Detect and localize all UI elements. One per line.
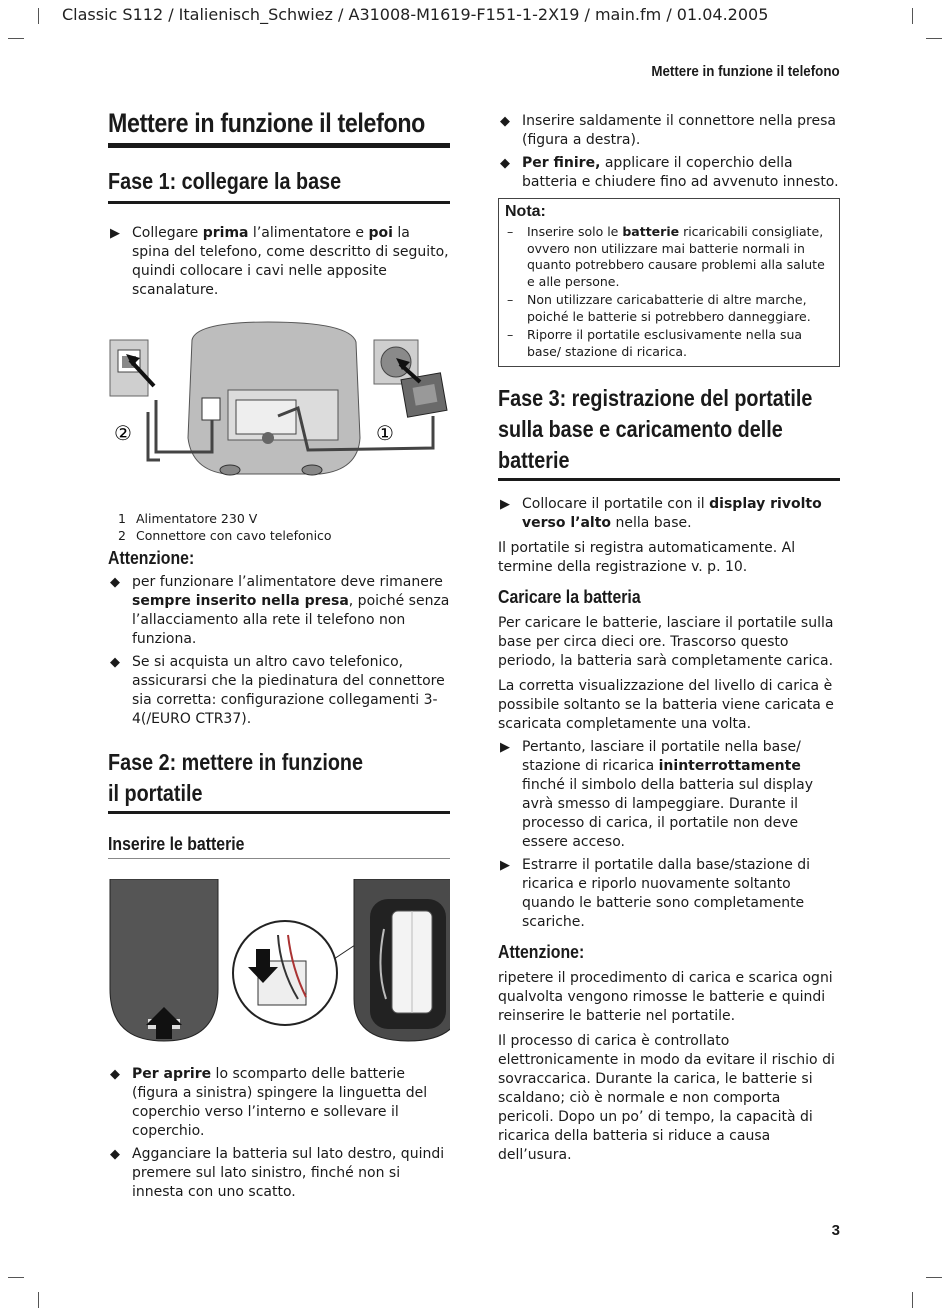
inserire-batterie-heading: Inserire le batterie (108, 834, 245, 854)
paragraph: La corretta visualizzazione del livello di carica è possibile soltanto se la batteria viene caricata e scaricata completamente una volta. (498, 678, 834, 732)
fase3-step: ▶ Pertanto, lasciare il portatile nella base/ stazione di ricarica ininterrottamente finché il simbolo della batteria sul display avrà smesso di lampeggiare. Durante il processo di carica, il portatile non deve essere acceso. (500, 739, 813, 850)
triangle-bullet-icon: ▶ (110, 226, 120, 241)
right-column (498, 112, 840, 1165)
crop-mark (38, 1292, 39, 1308)
diamond-bullet-icon: ◆ (110, 1067, 120, 1082)
crop-mark (926, 1277, 942, 1278)
crop-mark (38, 8, 39, 24)
base-station-figure (108, 320, 450, 490)
title-rule (108, 143, 450, 148)
triangle-bullet-icon: ▶ (500, 497, 510, 512)
fase3-rule (498, 478, 840, 481)
subheading-rule (108, 858, 450, 859)
crop-mark (8, 38, 24, 39)
attenzione-heading: Attenzione: (498, 942, 585, 962)
fase2-bullet: ◆ Per aprire lo scomparto delle batterie (figura a sinistra) spingere la linguetta del coperchio verso l’interno e sollevare il coperchio. (110, 1066, 428, 1139)
nota-title: Nota: (505, 203, 546, 220)
fase3-heading: Fase 3: registrazione del portatile sulla base e caricamento delle batterie (498, 385, 813, 473)
fase3-step: ▶ Estrarre il portatile dalla base/stazione di ricarica e riporlo nuovamente soltanto quando le batterie sono completamente scariche. (500, 857, 811, 930)
callout-1: ① (376, 421, 394, 445)
fase2-bullet: ◆ Agganciare la batteria sul lato destro, quindi premere sul lato sinistro, finché non si innesta con uno scatto. (110, 1146, 445, 1200)
attenzione-item: ◆ Se si acquista un altro cavo telefonico, assicurarsi che la piedinatura del connettore sia corretta: configurazione collegamenti 3-4(/EURO CTR37). (110, 654, 445, 727)
paragraph: ripetere il procedimento di carica e scarica ogni qualvolta vengono rimosse le batterie e quindi reinserire le batterie nel portatile. (498, 970, 833, 1024)
diamond-bullet-icon: ◆ (500, 156, 510, 171)
attenzione-heading: Attenzione: (108, 548, 195, 568)
document-header: Classic S112 / Italienisch_Schwiez / A31008-M1619-F151-1-2X19 / main.fm / 01.04.2005 (62, 5, 769, 24)
crop-mark (912, 1292, 913, 1308)
nota-box (498, 198, 840, 367)
nota-item: – Non utilizzare caricabatterie di altre marche, poiché le batterie si potrebbero danneggiare. (507, 292, 811, 324)
paragraph: Per caricare le batterie, lasciare il portatile sulla base per circa dieci ore. Trascorso questo periodo, la batteria sarà completamente carica. (498, 615, 834, 669)
figure-captions (108, 510, 450, 544)
page-number: 3 (831, 1222, 840, 1239)
crop-mark (912, 8, 913, 24)
battery-figure (108, 879, 450, 1047)
running-head: Mettere in funzione il telefono (651, 64, 840, 80)
diamond-bullet-icon: ◆ (110, 1147, 120, 1162)
page-title: Mettere in funzione il telefono (108, 108, 426, 138)
paragraph: Il portatile si registra automaticamente. Al termine della registrazione v. p. 10. (498, 540, 796, 575)
fase2-heading: Fase 2: mettere in funzione il portatile (108, 749, 364, 806)
right-bullet: ◆ Per finire, applicare il coperchio della batteria e chiudere fino ad avvenuto innesto. (500, 155, 839, 190)
triangle-bullet-icon: ▶ (500, 740, 510, 755)
callout-2: ② (114, 421, 132, 445)
diamond-bullet-icon: ◆ (500, 114, 510, 129)
fase3-step: ▶ Collocare il portatile con il display rivolto verso l’alto nella base. (500, 496, 822, 531)
triangle-bullet-icon: ▶ (500, 858, 510, 873)
nota-item: – Inserire solo le batterie ricaricabili consigliate, ovvero non utilizzare mai batterie normali in quanto potrebbero causare problemi alla salute e alle persone. (507, 224, 825, 289)
fase1-step: ▶ Collegare prima l’alimentatore e poi la spina del telefono, come descritto di seguito, quindi collocare i cavi nelle apposite scanalature. (110, 225, 449, 298)
left-column (108, 108, 450, 1202)
fase2-rule (108, 811, 450, 814)
diamond-bullet-icon: ◆ (110, 575, 120, 590)
caption-2: 2 Connettore con cavo telefonico (118, 528, 332, 543)
right-bullet: ◆ Inserire saldamente il connettore nella presa (figura a destra). (500, 113, 836, 148)
caricare-batteria-heading: Caricare la batteria (498, 587, 641, 607)
nota-item: – Riporre il portatile esclusivamente nella sua base/ stazione di ricarica. (507, 327, 803, 359)
diamond-bullet-icon: ◆ (110, 655, 120, 670)
fase1-rule (108, 201, 450, 204)
fase1-heading: Fase 1: collegare la base (108, 168, 342, 194)
crop-mark (8, 1277, 24, 1278)
crop-mark (926, 38, 942, 39)
attenzione-item: ◆ per funzionare l’alimentatore deve rimanere sempre inserito nella presa, poiché senza l’allacciamento alla rete il telefono non funziona. (110, 574, 450, 647)
caption-1: 1 Alimentatore 230 V (118, 511, 258, 526)
paragraph: Il processo di carica è controllato elettronicamente in modo da evitare il rischio di sovraccarica. Durante la carica, le batterie si scaldano; ciò è normale e non comporta pericoli. Dopo un po’ di tempo, la capacità di ricarica della batteria si riduce a causa dell’usura. (498, 1033, 835, 1163)
